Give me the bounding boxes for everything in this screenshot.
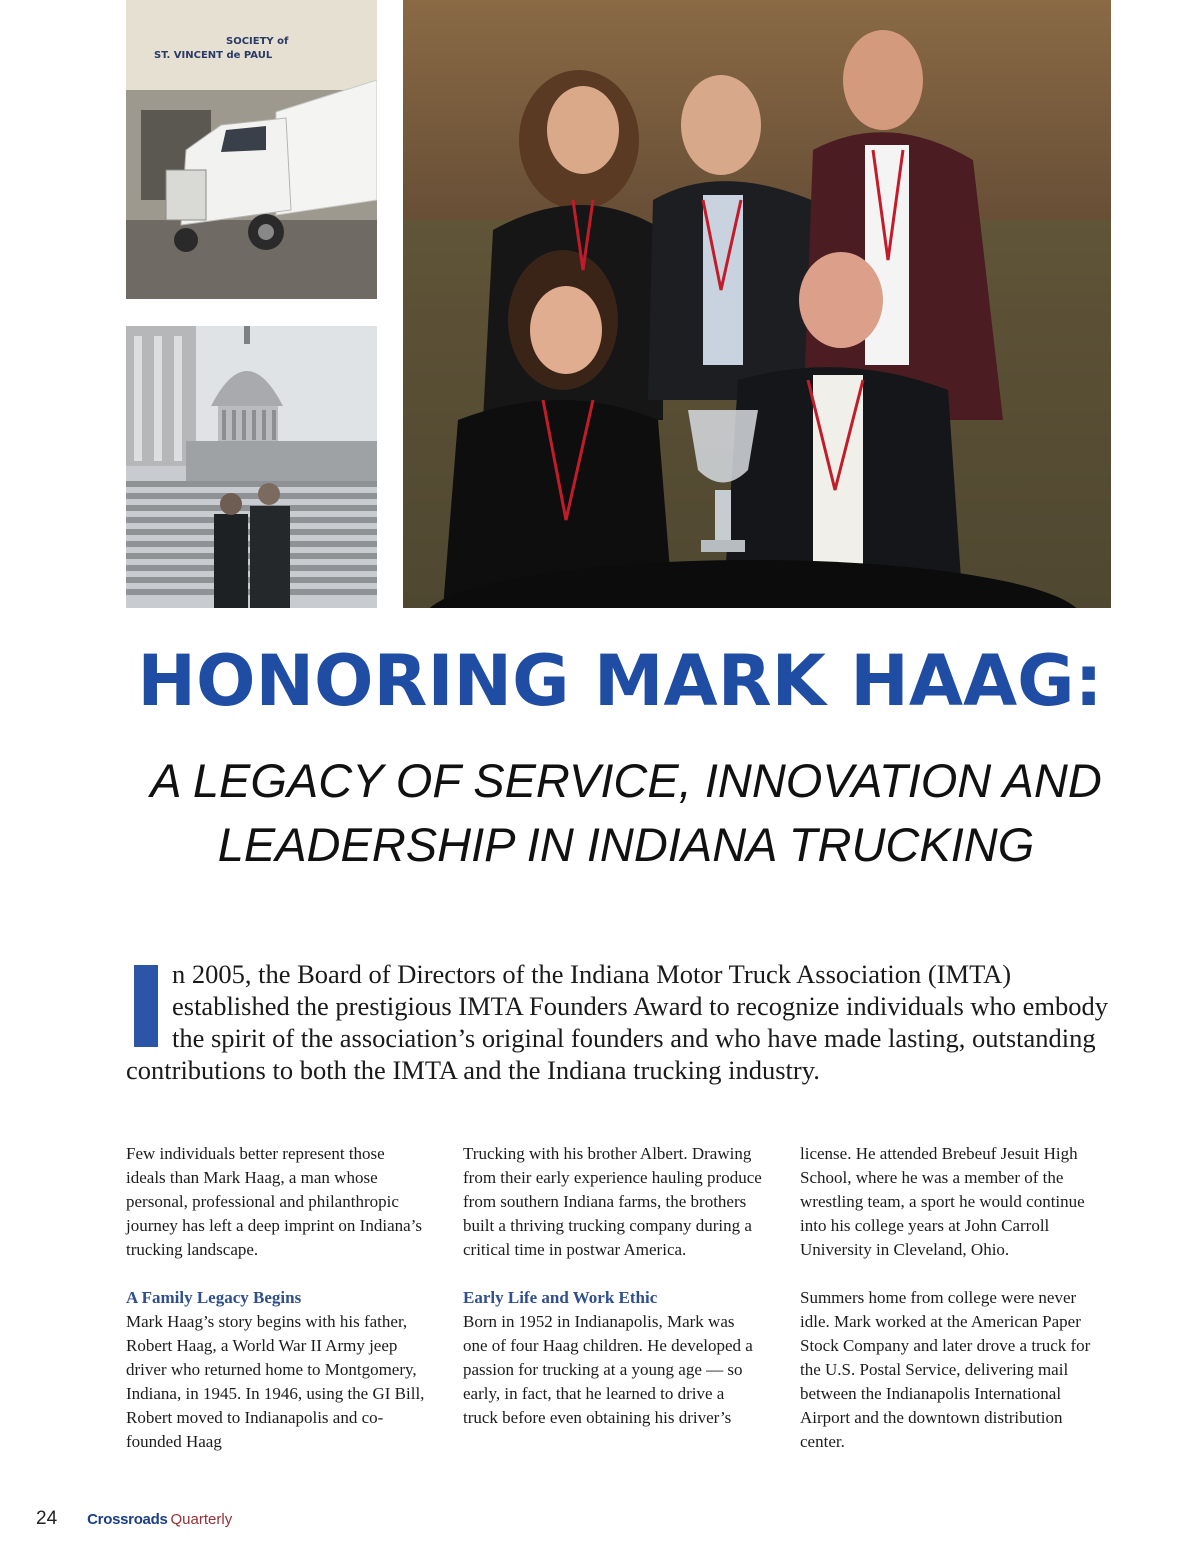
col1-paragraph-1: Few individuals better represent those ideals than Mark Haag, a man whose personal, professional and philanthropic journey has left a deep imprint on Indiana’s trucking landscape. [126, 1144, 422, 1259]
truck-photo [126, 0, 377, 299]
truck-sign-line2: ST. VINCENT de PAUL [154, 50, 273, 61]
award-group-photo [403, 0, 1111, 608]
body-column-3 [800, 1142, 1100, 1454]
article-headline: HONORING MARK HAAG: [137, 640, 1103, 722]
section-heading-early-life: Early Life and Work Ethic [463, 1288, 658, 1307]
page-footer [36, 1504, 232, 1534]
intro-line-1: n 2005, the Board of Directors of the Indiana Motor Truck Association (IMTA) [172, 959, 1012, 989]
drop-cap [134, 965, 158, 1047]
body-column-2 [463, 1142, 763, 1430]
col1-paragraph-2: Mark Haag’s story begins with his father, Robert Haag, a World War II Army jeep driver who returned home to Montgomery, Indiana, in 1945. In 1946, using the GI Bill, Robert moved to Indianapolis and co-founded Haag [126, 1312, 425, 1451]
magazine-name-primary: Crossroads [87, 1510, 168, 1528]
intro-line-2: established the prestigious IMTA Founders Award to recognize individuals who embody [172, 991, 1109, 1021]
intro-line-3: the spirit of the association’s original founders and who have made lasting, outstanding [172, 1023, 1096, 1053]
magazine-name-secondary: Quarterly [170, 1510, 233, 1528]
col2-paragraph-1: Trucking with his brother Albert. Drawing from their early experience hauling produce from southern Indiana farms, the brothers built a thriving trucking company during a critical time in postwar America. [463, 1144, 762, 1259]
article-subheadline-line1: A LEGACY OF SERVICE, INNOVATION AND [150, 754, 1102, 807]
col3-paragraph-2: Summers home from college were never idle. Mark worked at the American Paper Stock Company and later drove a truck for the U.S. Postal Service, delivering mail between the Indianapolis International Airport and the downtown distribution center. [800, 1288, 1091, 1451]
body-column-1 [126, 1142, 426, 1454]
truck-sign-line1: SOCIETY of [226, 36, 289, 47]
page-number: 24 [36, 1508, 58, 1529]
article-subheadline-line2: LEADERSHIP IN INDIANA TRUCKING [217, 818, 1035, 871]
col3-paragraph-1: license. He attended Brebeuf Jesuit High School, where he was a member of the wrestling team, a sport he would continue into his college years at John Carroll University in Cleveland, Ohio. [800, 1144, 1085, 1259]
section-heading-family-legacy: A Family Legacy Begins [126, 1288, 302, 1307]
capitol-photo [126, 326, 377, 608]
col2-paragraph-2: Born in 1952 in Indianapolis, Mark was one of four Haag children. He developed a passion for trucking at a young age — so early, in fact, that he learned to drive a truck before even obtaining his driver’s [463, 1312, 753, 1427]
intro-line-4: contributions to both the IMTA and the Indiana trucking industry. [126, 1055, 820, 1085]
